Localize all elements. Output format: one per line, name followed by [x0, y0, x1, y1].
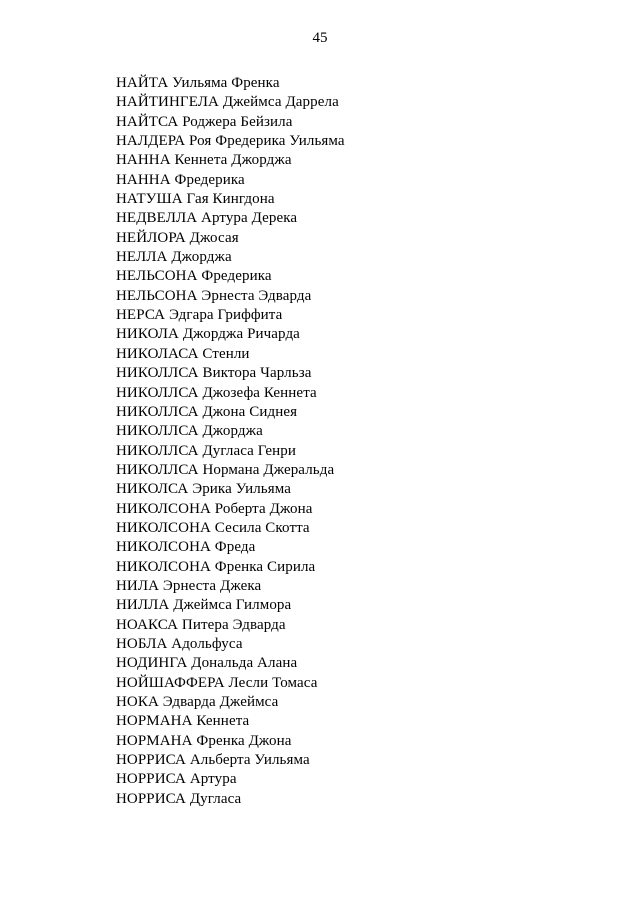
name-entry: НИКОЛЛСА Виктора Чарльза: [116, 365, 312, 382]
name-entry: НОЙШАФФЕРА Лесли Томаса: [116, 674, 318, 691]
name-entry: НИКОЛЛСА Джорджа: [116, 423, 263, 440]
name-entry: НОБЛА Адольфуса: [116, 635, 243, 652]
name-entry: НИКОЛАСА Стенли: [116, 345, 250, 362]
name-entry: НОАКСА Питера Эдварда: [116, 616, 286, 633]
name-list: [116, 74, 345, 809]
name-entry: НИКОЛСА Эрика Уильяма: [116, 481, 291, 498]
name-entry: НИЛЛА Джеймса Гилмора: [116, 597, 292, 614]
page-number: 45: [312, 30, 328, 46]
name-entry: НОРМАНА Кеннета: [116, 713, 250, 730]
name-entry: НИКОЛСОНА Френка Сирила: [116, 558, 316, 575]
name-entry: НАННА Фредерика: [116, 171, 245, 188]
name-entry: НАЙТСА Роджера Бейзила: [116, 113, 293, 130]
name-entry: НЕЛЛА Джорджа: [116, 249, 232, 266]
name-entry: НИКОЛЛСА Джозефа Кеннета: [116, 384, 317, 401]
name-entry: НОКА Эдварда Джеймса: [116, 694, 279, 710]
name-entry: НОДИНГА Дональда Алана: [116, 655, 298, 672]
name-entry: НИКОЛСОНА Роберта Джона: [116, 500, 313, 517]
name-entry: НИЛА Эрнеста Джека: [116, 577, 262, 594]
name-entry: НИКОЛЛСА Дугласа Генри: [116, 442, 297, 459]
name-entry: НЕЛЬСОНА Эрнеста Эдварда: [116, 287, 312, 304]
name-entry: НИКОЛСОНА Фреда: [116, 539, 256, 556]
name-entry: НАННА Кеннета Джорджа: [116, 152, 292, 169]
name-entry: НЕЙЛОРА Джосая: [116, 229, 239, 246]
name-entry: НОРМАНА Френка Джона: [116, 732, 292, 749]
name-entry: НОРРИСА Дугласа: [116, 790, 242, 807]
name-entry: НЕЛЬСОНА Фредерика: [116, 268, 272, 285]
name-entry: НЕДВЕЛЛА Артура Дерека: [116, 210, 298, 227]
name-entry: НИКОЛЛСА Нормана Джеральда: [116, 461, 335, 478]
name-entry: НОРРИСА Альберта Уильяма: [116, 752, 310, 769]
name-entry: НАЙТА Уильяма Френка: [116, 75, 280, 91]
name-entry: НАЛДЕРА Роя Фредерика Уильяма: [116, 133, 345, 150]
name-entry: НИКОЛА Джорджа Ричарда: [116, 326, 300, 343]
name-entry: НИКОЛЛСА Джона Сиднея: [116, 403, 298, 420]
name-entry: НИКОЛСОНА Сесила Скотта: [116, 519, 310, 536]
name-entry: НЕРСА Эдгара Гриффита: [116, 307, 283, 324]
name-entry: НАТУША Гая Кингдона: [116, 191, 275, 208]
name-entry: НОРРИСА Артура: [116, 771, 237, 788]
name-entry: НАЙТИНГЕЛА Джеймса Даррела: [116, 94, 339, 111]
